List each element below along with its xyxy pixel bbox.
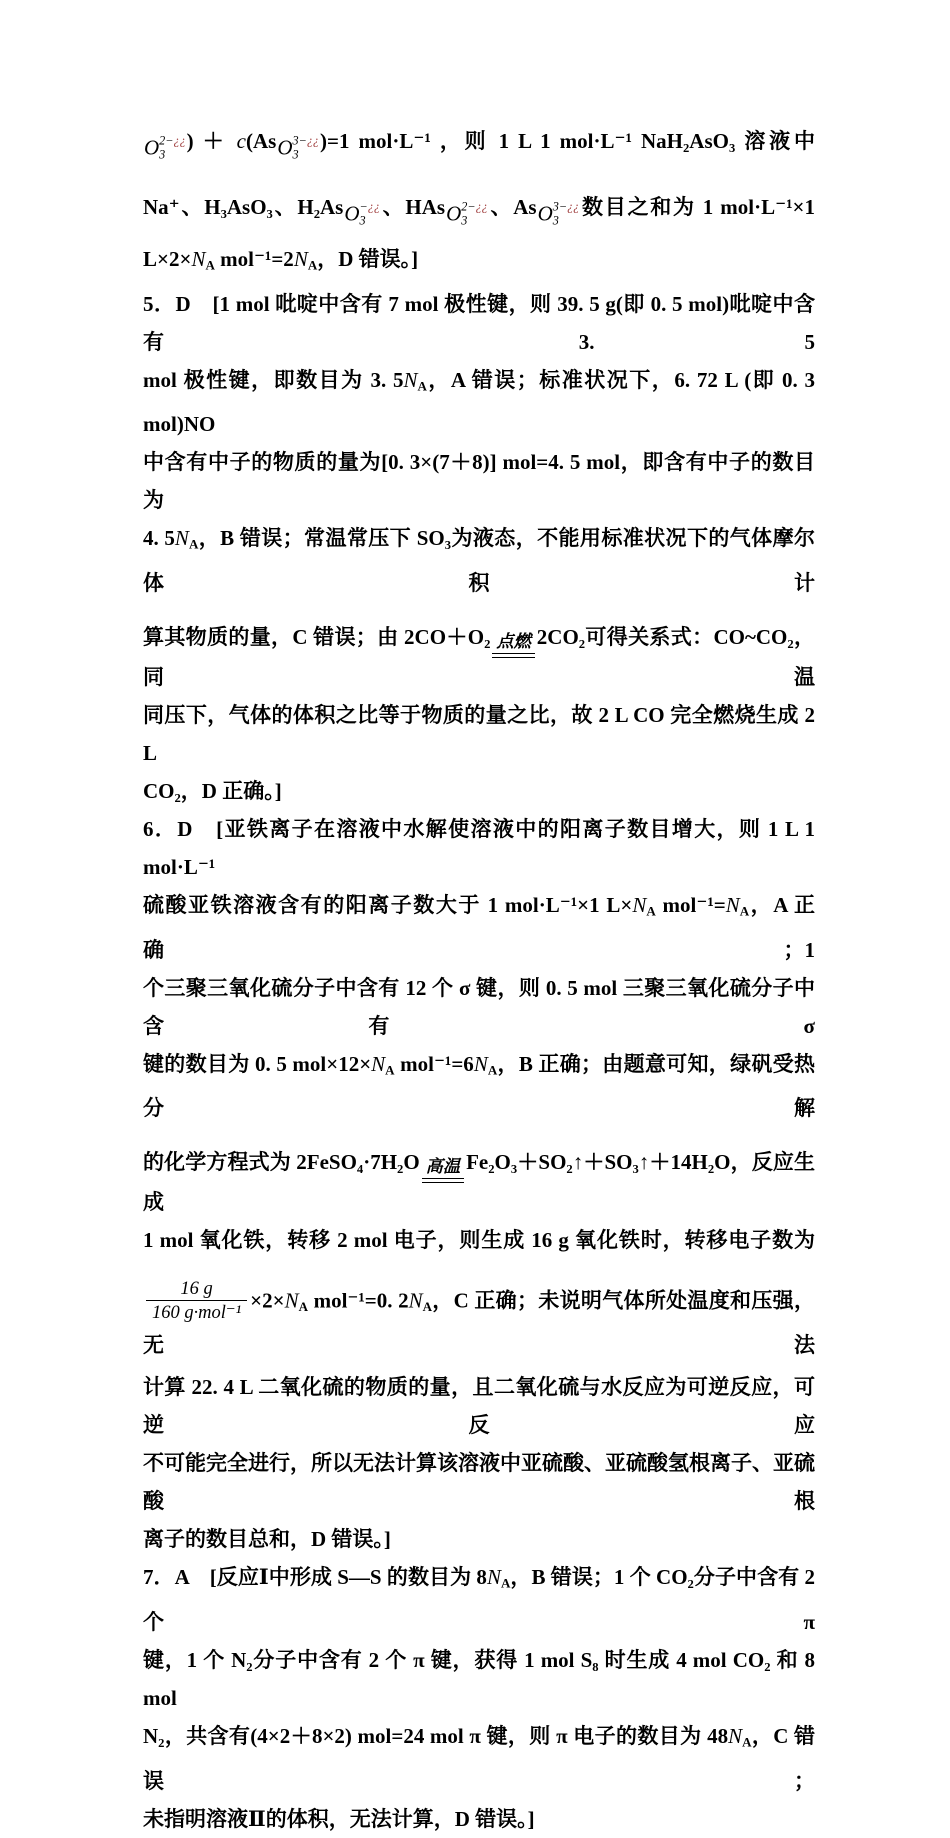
subscript: A xyxy=(742,1734,752,1750)
math-variable: c xyxy=(236,129,246,153)
subscript: A xyxy=(385,1062,395,1078)
chem-subsup-stack xyxy=(293,135,319,162)
text-run: Fe₂O₃＋SO₂↑＋SO₃↑＋14H₂O，反应生成 xyxy=(143,1150,815,1215)
chem-subscript: 3 xyxy=(552,213,559,228)
text-line xyxy=(143,1800,815,1838)
text-line xyxy=(143,1259,815,1368)
fraction-denominator: 160 g·mol⁻¹ xyxy=(146,1300,247,1324)
text-run: 1 mol 氧化铁，转移 2 mol 电子，则生成 16 g 氧化铁时，转移电子数为 xyxy=(143,1228,815,1253)
text-run: Na⁺、H₃AsO₃、H₂As xyxy=(143,195,344,219)
text-run: 7．A [反应Ⅰ中形成 S—S 的数目为 8 xyxy=(143,1565,487,1590)
text-line xyxy=(143,1221,815,1259)
math-variable: N xyxy=(284,1288,299,1313)
text-run: ，A 正确；1 xyxy=(143,892,815,962)
formula-placeholder: ¿¿ xyxy=(173,133,186,148)
subscript: A xyxy=(307,257,318,273)
subscript: A xyxy=(298,1299,309,1315)
subscript: A xyxy=(487,1062,498,1078)
math-variable: N xyxy=(371,1051,386,1076)
text-line xyxy=(143,969,815,1045)
math-variable: N xyxy=(725,892,740,917)
math-variable: N xyxy=(191,247,206,271)
chem-superscript xyxy=(293,135,319,149)
text-run: mol 极性键，即数目为 3. 5 xyxy=(143,367,404,392)
text-run: mol⁻¹=0. 2 xyxy=(308,1288,409,1313)
text-run: N₂，共含有(4×2＋8×2) mol=24 mol π 键，则 π 电子的数目为 48 xyxy=(143,1723,729,1748)
text-line xyxy=(143,810,815,886)
text-run: ，C 正确；未说明气体所处温度和压强，无法 xyxy=(143,1288,815,1358)
text-line xyxy=(143,174,815,240)
chemical-formula-fragment xyxy=(446,201,488,228)
reaction-condition-text: 高温 xyxy=(422,1158,464,1179)
text-run: 不可能完全进行，所以无法计算该溶液中亚硫酸、亚硫酸氢根离子、亚硫酸根 xyxy=(143,1451,815,1514)
text-run: CO₂，D 正确。] xyxy=(143,778,282,803)
subscript: A xyxy=(417,378,427,394)
math-variable: N xyxy=(486,1565,501,1590)
text-run: 键，1 个 N₂分子中含有 2 个 π 键，获得 1 mol S₈ 时生成 4 mol CO₂ 和 8 mol xyxy=(143,1647,815,1710)
fraction-numerator: 16 g xyxy=(180,1278,213,1299)
chemical-formula-fragment xyxy=(538,201,580,228)
text-run: 未指明溶液Ⅱ的体积，无法计算，D 错误。] xyxy=(143,1806,535,1831)
chem-superscript xyxy=(159,135,185,149)
chem-superscript xyxy=(360,201,380,215)
math-variable: N xyxy=(728,1723,743,1748)
reaction-condition-label xyxy=(422,1158,464,1183)
text-run: 6．D [亚铁离子在溶液中水解使溶液中的阳离子数目增大，则 1 L 1 mol·L⁻¹ xyxy=(143,816,815,879)
text-line xyxy=(143,240,815,285)
text-run: 5．D [1 mol 吡啶中含有 7 mol 极性键，则 39. 5 g(即 0. 5 mol)吡啶中含有 3. 5 xyxy=(143,291,815,354)
text-line xyxy=(143,696,815,772)
math-variable: N xyxy=(174,526,189,551)
text-line xyxy=(143,1520,815,1558)
text-run: mol⁻¹=2 xyxy=(214,247,294,271)
math-variable: N xyxy=(473,1051,488,1076)
double-line xyxy=(492,654,534,658)
text-line xyxy=(143,1558,815,1641)
chem-subscript: 3 xyxy=(461,213,468,228)
text-run: 键的数目为 0. 5 mol×12× xyxy=(143,1051,372,1076)
text-line xyxy=(143,1045,815,1128)
text-run: ，C 错误； xyxy=(143,1723,815,1793)
document-page xyxy=(143,108,815,1838)
text-line xyxy=(143,108,815,174)
math-variable: 2− xyxy=(461,199,476,214)
text-run: mol⁻¹= xyxy=(655,892,726,917)
text-run: 离子的数目总和，D 错误。] xyxy=(143,1527,391,1552)
chemical-formula-fragment xyxy=(277,135,319,162)
text-run: 同压下，气体的体积之比等于物质的量之比，故 2 L CO 完全燃烧生成 2 L xyxy=(143,702,815,765)
text-line xyxy=(143,361,815,444)
double-line xyxy=(422,1179,464,1183)
reaction-condition-label xyxy=(492,633,534,658)
text-run: 数目之和为 1 mol·L⁻¹×1 xyxy=(580,195,815,219)
text-run: mol⁻¹=6 xyxy=(394,1051,474,1076)
chem-subscript: 3 xyxy=(359,213,366,228)
chem-base: O xyxy=(537,201,553,226)
subscript: A xyxy=(646,903,656,919)
text-run: 算其物质的量，C 错误；由 2CO＋O₂ xyxy=(143,624,491,649)
text-run: 4. 5 xyxy=(143,526,175,551)
subscript: A xyxy=(422,1299,432,1315)
formula-placeholder: ¿¿ xyxy=(567,199,580,214)
text-run: ，D 错误。] xyxy=(317,247,419,271)
chem-base: O xyxy=(277,135,293,160)
text-line xyxy=(143,886,815,969)
formula-placeholder: ¿¿ xyxy=(306,133,319,148)
text-run: L×2× xyxy=(143,247,192,271)
text-line xyxy=(143,1717,815,1800)
math-variable: N xyxy=(403,367,418,392)
chem-subsup-stack xyxy=(461,201,487,228)
text-run: ) ＋ xyxy=(186,129,237,153)
math-variable: N xyxy=(408,1288,423,1313)
subscript: A xyxy=(739,903,750,919)
text-line xyxy=(143,285,815,361)
chemical-formula-fragment xyxy=(144,135,186,162)
text-run: 中含有中子的物质的量为[0. 3×(7＋8)] mol=4. 5 mol，即含有中子的数目为 xyxy=(143,450,815,513)
math-variable: N xyxy=(632,892,647,917)
text-run: ，B 错误；常温常压下 SO₃为液态，不能用标准状况下的气体摩尔体积计 xyxy=(143,526,815,595)
chem-superscript xyxy=(461,201,487,215)
math-variable: 3− xyxy=(552,199,568,214)
text-line xyxy=(143,1444,815,1520)
answer-7 xyxy=(143,1558,815,1837)
text-run: ×2× xyxy=(250,1288,285,1313)
subscript: A xyxy=(188,536,199,552)
text-run: 、As xyxy=(488,195,537,219)
fraction xyxy=(146,1277,247,1324)
chem-subsup-stack xyxy=(553,201,579,228)
text-run: ，A 错误；标准状况下，6. 72 L (即 0. 3 mol)NO xyxy=(143,367,816,437)
subscript: A xyxy=(500,1575,511,1591)
reaction-condition-text: 点燃 xyxy=(492,633,534,654)
text-run: )=1 mol·L⁻¹ ，则 1 L 1 mol·L⁻¹ NaH₂AsO₃ 溶液中 xyxy=(319,129,815,153)
text-run: ，B 正确；由题意可知，绿矾受热分解 xyxy=(143,1051,815,1121)
chem-base: O xyxy=(144,135,160,160)
text-line xyxy=(143,1368,815,1444)
chem-subsup-stack xyxy=(159,135,185,162)
subscript: A xyxy=(205,257,215,273)
text-line xyxy=(143,602,815,696)
formula-placeholder: ¿¿ xyxy=(367,199,380,214)
math-variable: N xyxy=(293,247,308,271)
chem-subscript: 3 xyxy=(292,147,299,162)
text-run: 的化学方程式为 2FeSO₄·7H₂O xyxy=(143,1150,420,1175)
text-run: ，B 错误；1 个 CO₂分子中含有 2 个 π xyxy=(143,1565,815,1634)
text-line xyxy=(143,443,815,519)
text-run: 个三聚三氧化硫分子中含有 12 个 σ 键，则 0. 5 mol 三聚三氧化硫分子中含有 σ xyxy=(143,975,815,1038)
text-run: 计算 22. 4 L 二氧化硫的物质的量，且二氧化硫与水反应为可逆反应，可逆反应 xyxy=(143,1375,815,1438)
math-variable: 2− xyxy=(159,133,174,148)
text-line xyxy=(143,1127,815,1221)
chem-base: O xyxy=(446,201,462,226)
answer-6 xyxy=(143,810,815,1558)
answer-4-continuation xyxy=(143,108,815,285)
chem-superscript xyxy=(553,201,579,215)
text-line xyxy=(143,519,815,602)
chemical-formula-fragment xyxy=(344,201,380,228)
text-line xyxy=(143,772,815,810)
text-run: 、HAs xyxy=(380,195,446,219)
chem-subsup-stack xyxy=(360,201,380,228)
text-run: 2CO₂可得关系式：CO~CO₂，同温 xyxy=(143,624,815,689)
text-run: (As xyxy=(245,129,277,153)
math-variable: 3− xyxy=(292,133,307,148)
chem-base: O xyxy=(344,201,360,226)
formula-placeholder: ¿¿ xyxy=(475,199,488,214)
answer-5 xyxy=(143,285,815,810)
math-variable: − xyxy=(359,199,368,214)
text-line xyxy=(143,1641,815,1717)
chem-subscript: 3 xyxy=(159,147,166,162)
text-run: 硫酸亚铁溶液含有的阳离子数大于 1 mol·L⁻¹×1 L× xyxy=(143,892,633,917)
